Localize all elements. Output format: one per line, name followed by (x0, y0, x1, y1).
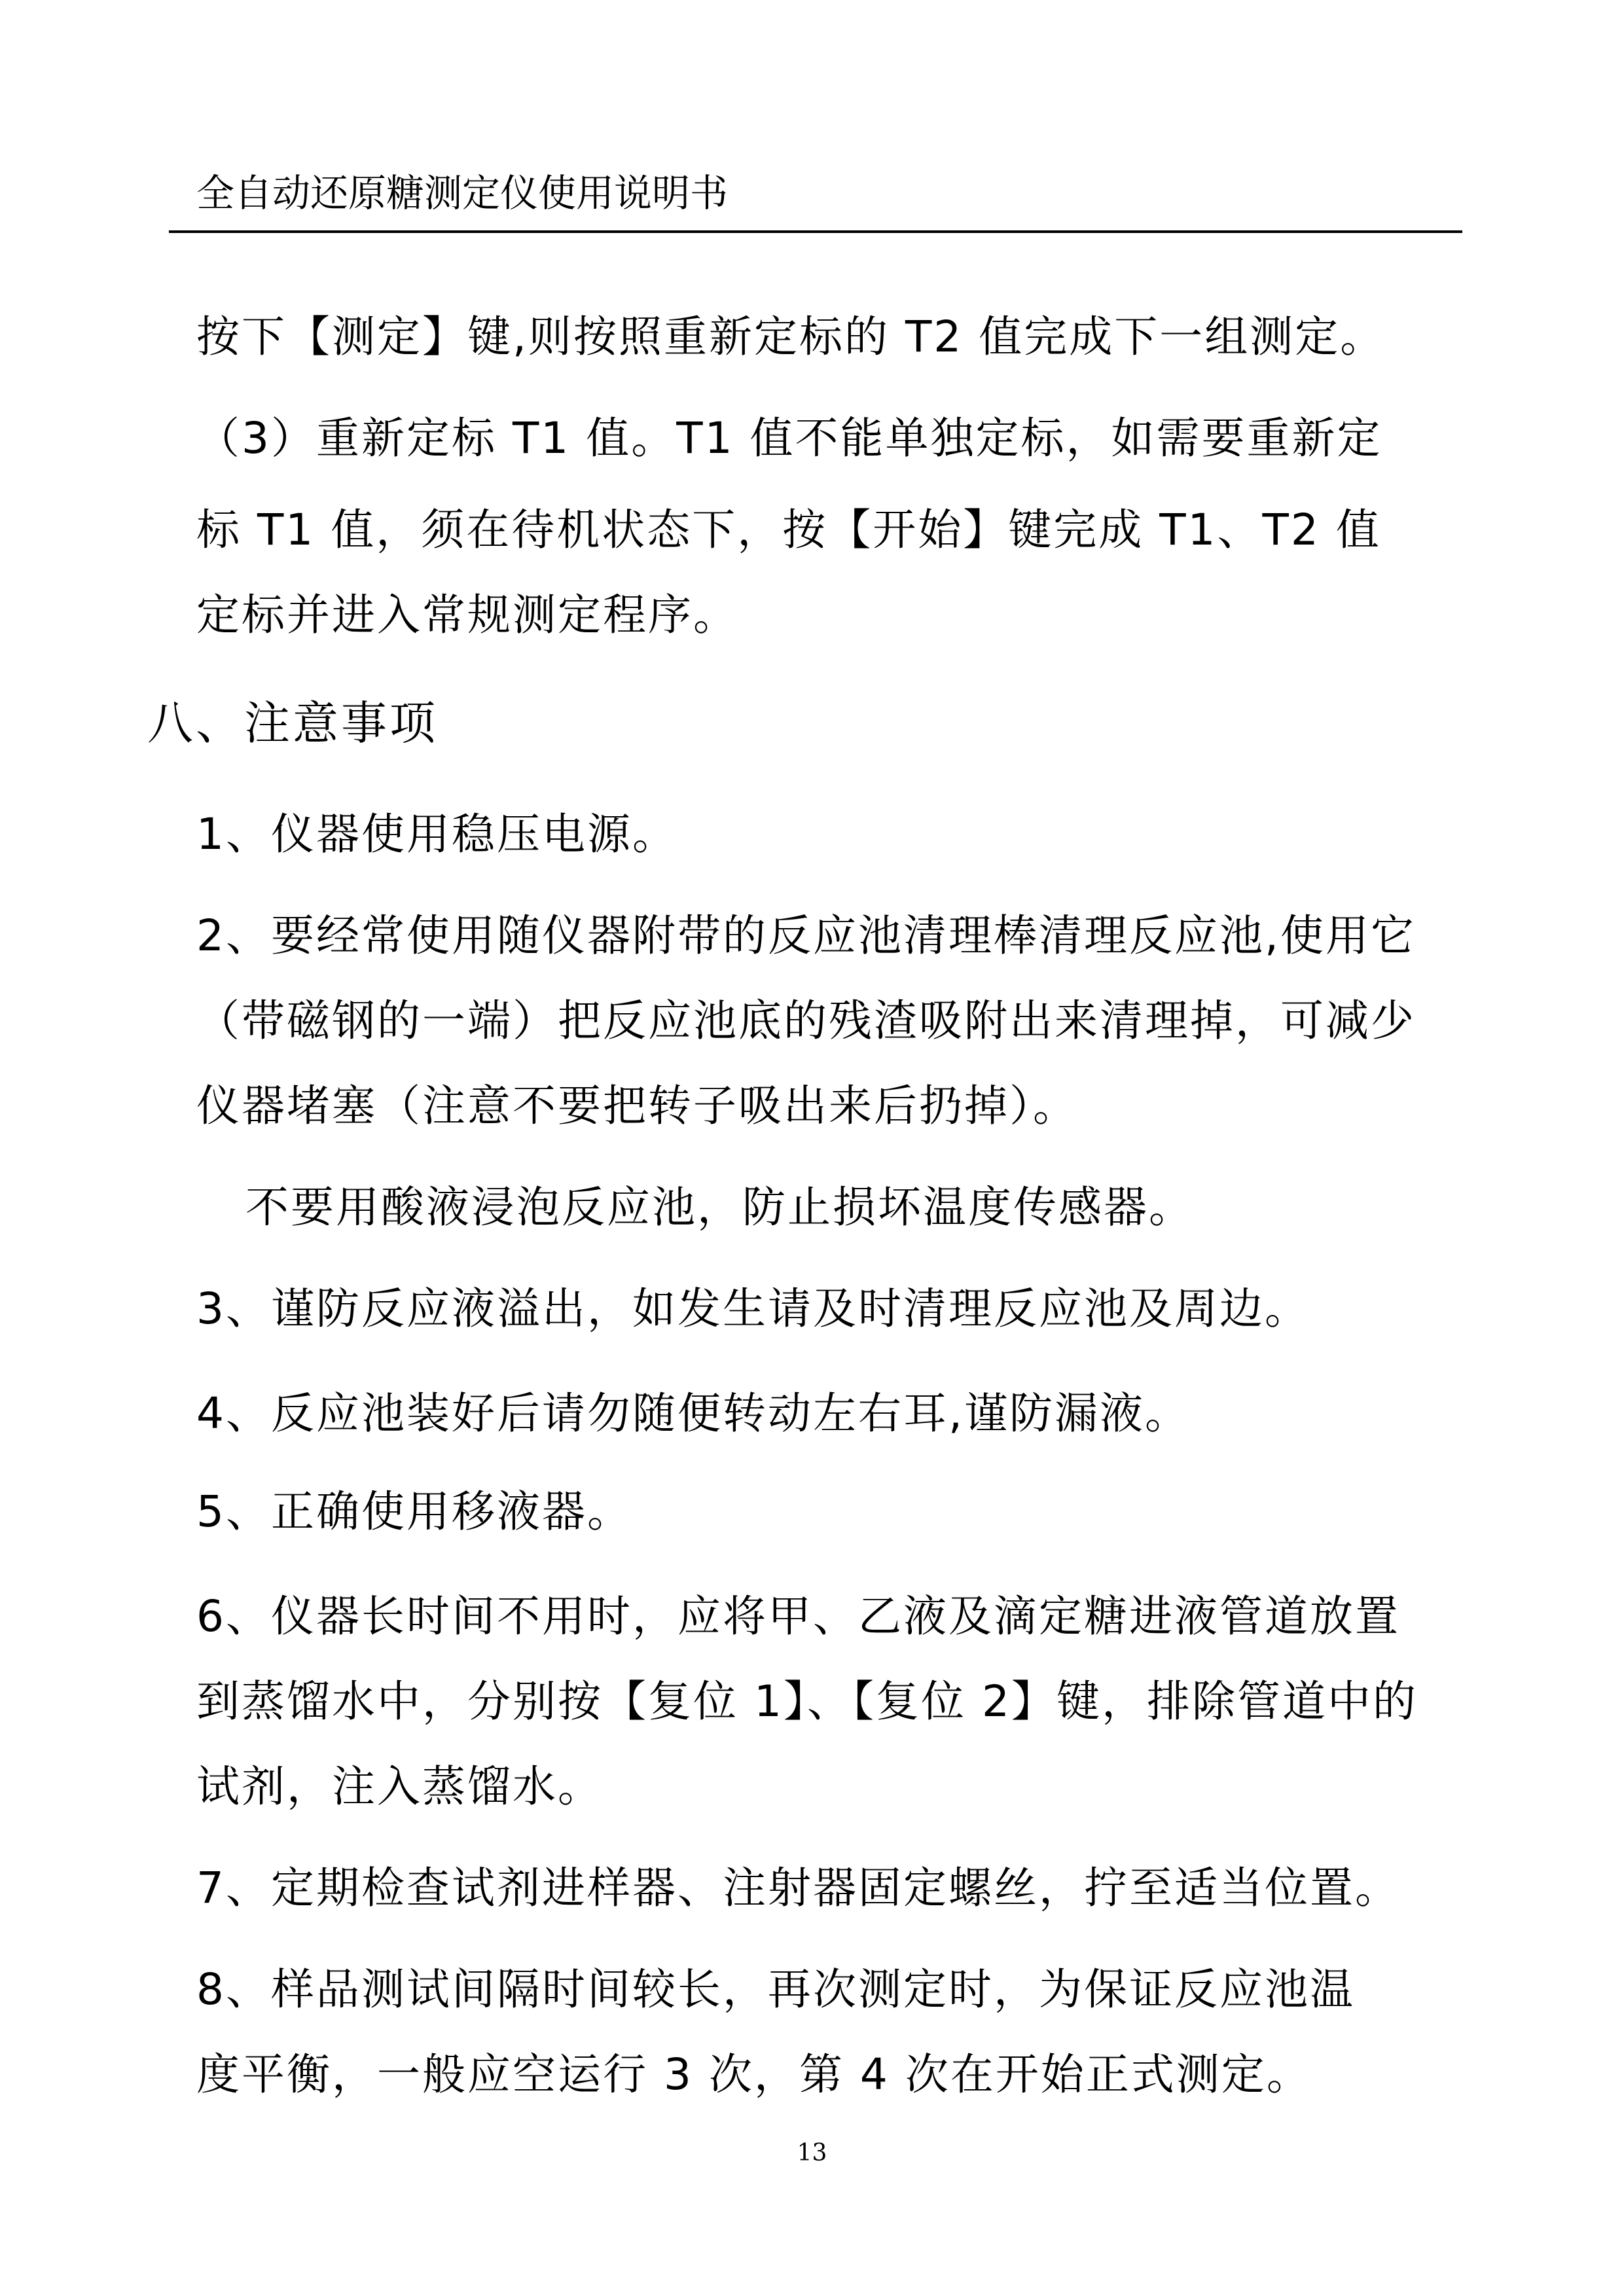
list-item: 8、样品测试间隔时间较长，再次测定时，为保证反应池温 (196, 1964, 1355, 2015)
section-heading: 八、注意事项 (147, 696, 438, 750)
list-item: 1、仪器使用稳压电源。 (196, 809, 677, 859)
list-item: 7、定期检查试剂进样器、注射器固定螺丝，拧至适当位置。 (196, 1863, 1400, 1913)
body-line: （3）重新定标 T1 值。T1 值不能单独定标，如需要重新定 (196, 413, 1382, 463)
list-item: 度平衡，一般应空运行 3 次，第 4 次在开始正式测定。 (196, 2049, 1312, 2100)
list-item: 3、谨防反应液溢出，如发生请及时清理反应池及周边。 (196, 1283, 1310, 1334)
list-item: 2、要经常使用随仪器附带的反应池清理棒清理反应池,使用它 (196, 910, 1416, 961)
body-line: 定标并进入常规测定程序。 (196, 590, 738, 640)
body-line: 按下【测定】键,则按照重新定标的 T2 值完成下一组测定。 (196, 312, 1386, 362)
header-rule (169, 230, 1462, 233)
list-item: 5、正确使用移液器。 (196, 1486, 632, 1537)
list-item: 试剂，注入蒸馏水。 (196, 1761, 603, 1812)
list-item: 4、反应池装好后请勿随便转动左右耳,谨防漏液。 (196, 1388, 1190, 1439)
body-line: 标 T1 值，须在待机状态下，按【开始】键完成 T1、T2 值 (196, 505, 1381, 555)
page-number: 13 (797, 2140, 827, 2166)
list-item: 不要用酸液浸泡反应池，防止损坏温度传感器。 (245, 1182, 1194, 1232)
page-header: 全自动还原糖测定仪使用说明书 (196, 171, 729, 215)
list-item: 仪器堵塞（注意不要把转子吸出来后扔掉）。 (196, 1081, 1078, 1131)
list-item: 到蒸馏水中，分别按【复位 1】、【复位 2】键，排除管道中的 (196, 1676, 1418, 1727)
list-item: 6、仪器长时间不用时，应将甲、乙液及滴定糖进液管道放置 (196, 1591, 1400, 1641)
list-item: （带磁钢的一端）把反应池底的残渣吸附出来清理掉，可减少 (196, 996, 1416, 1046)
